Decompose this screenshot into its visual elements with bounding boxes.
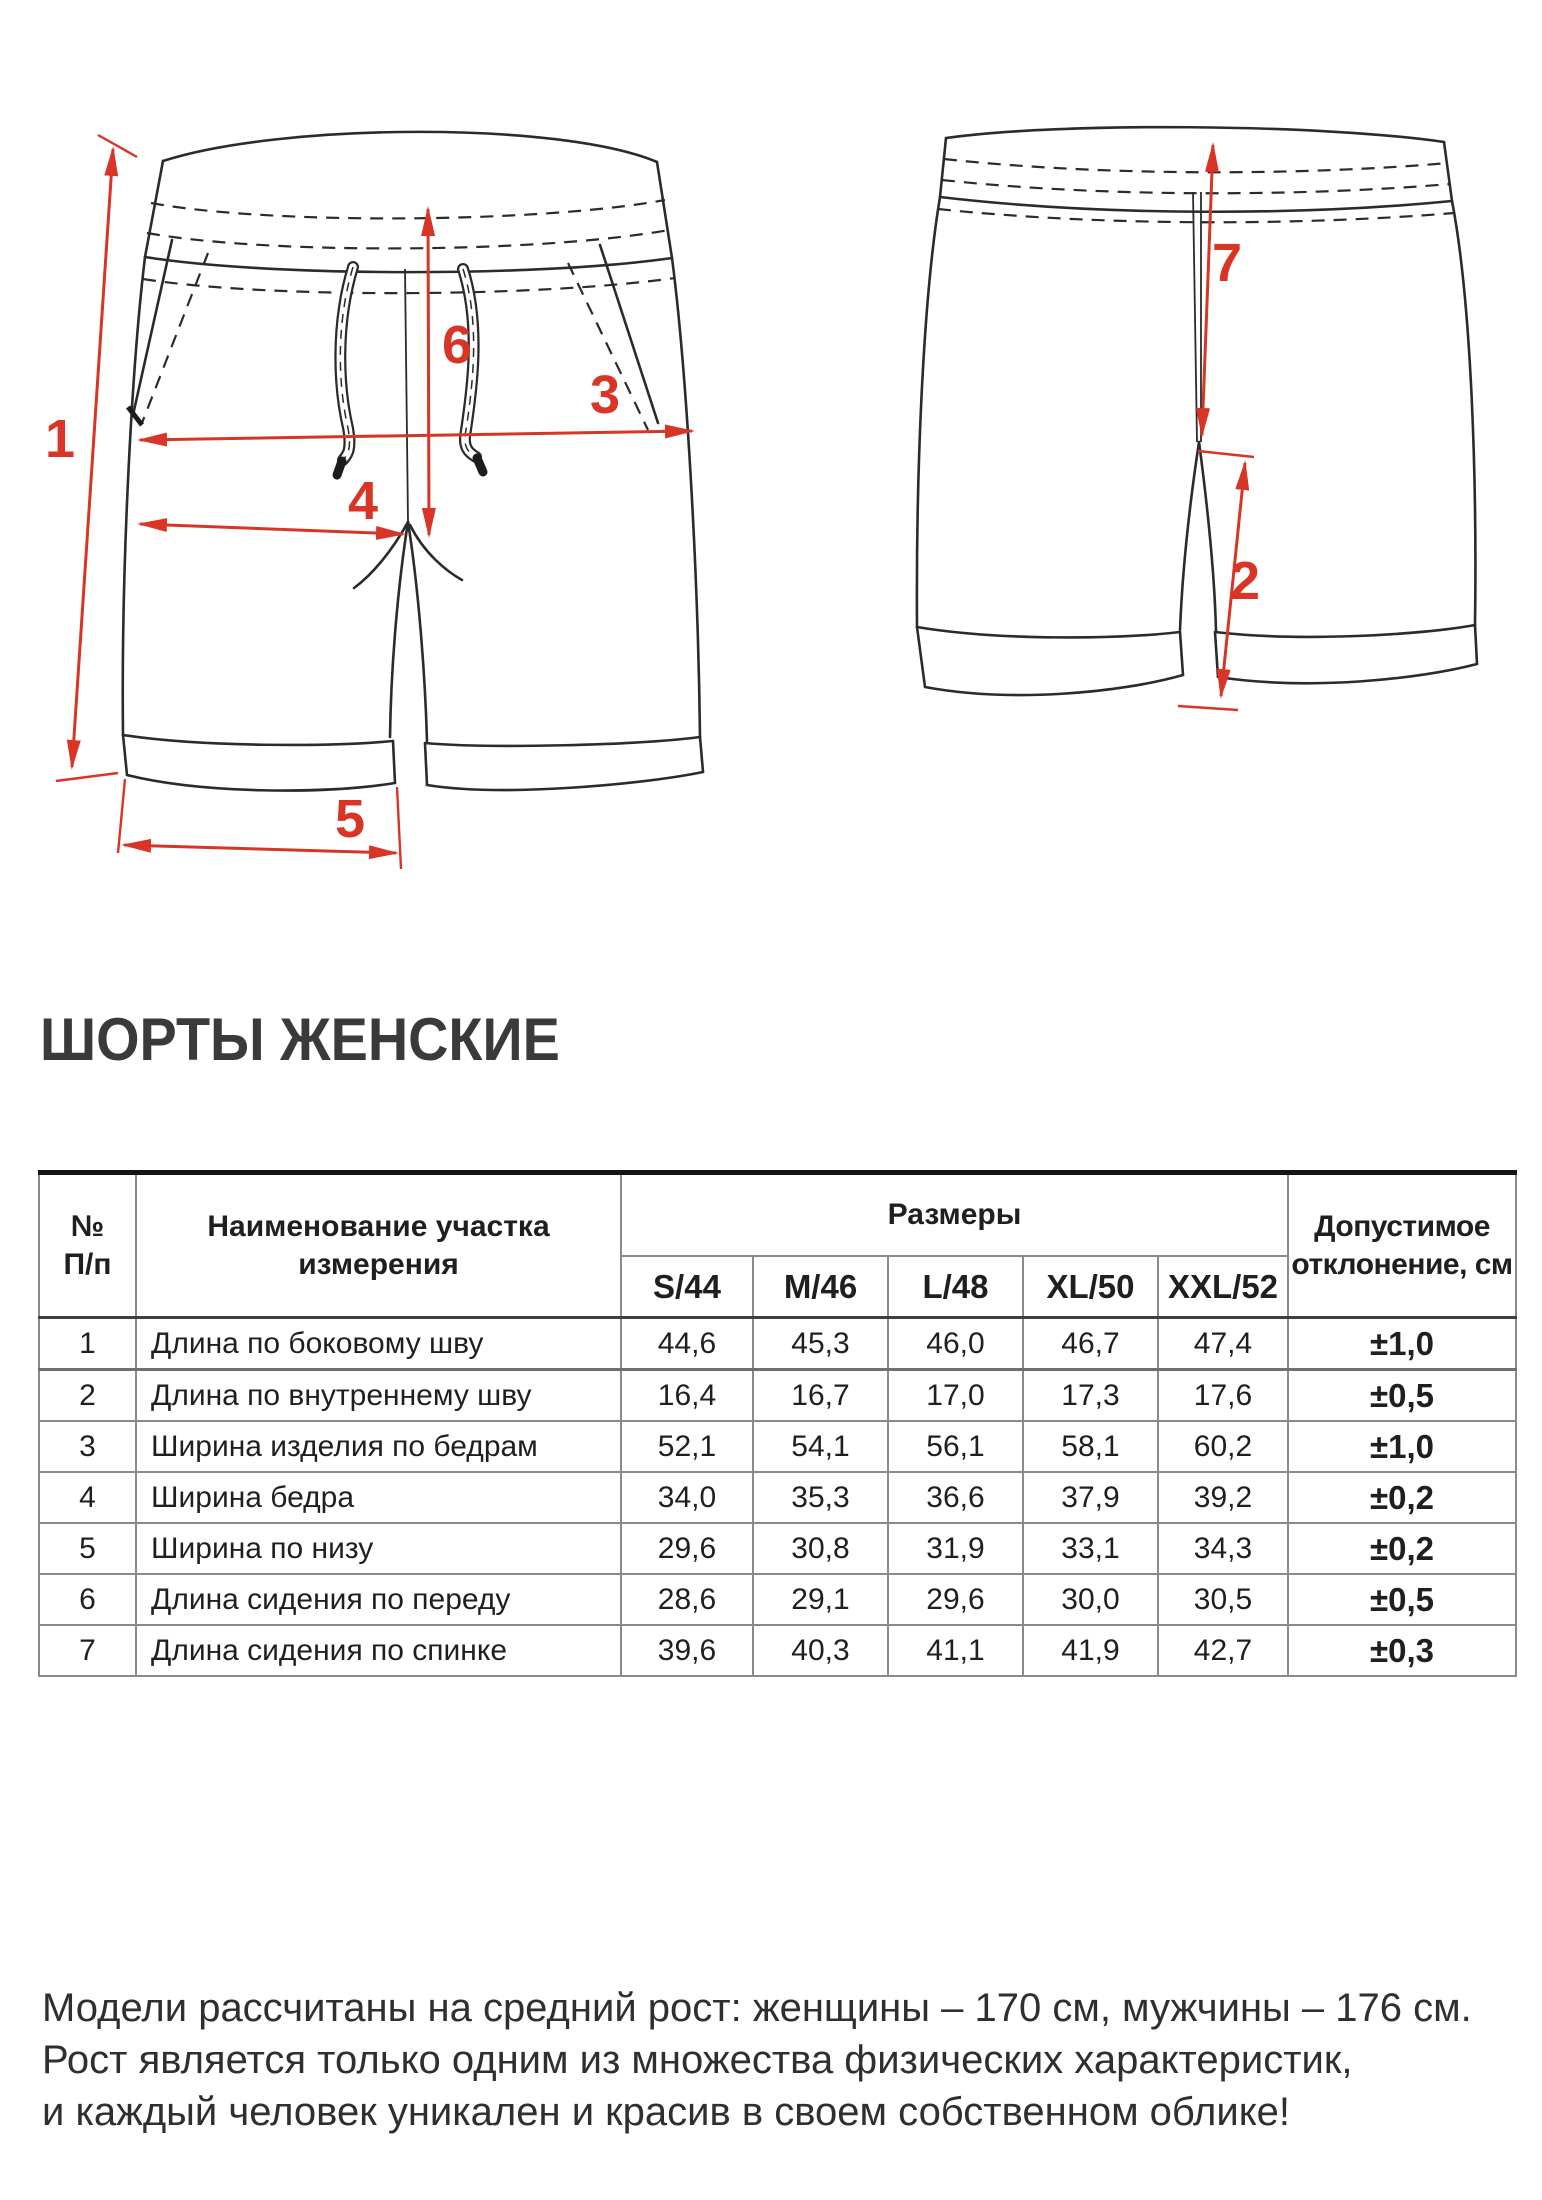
row-tolerance: ±0,2 <box>1288 1472 1516 1523</box>
row-name: Ширина изделия по бедрам <box>136 1421 621 1472</box>
front-right-side-seam <box>672 258 700 737</box>
row-value: 46,0 <box>888 1318 1023 1370</box>
row-value: 34,3 <box>1158 1523 1288 1574</box>
row-value: 42,7 <box>1158 1625 1288 1676</box>
row-value: 37,9 <box>1023 1472 1158 1523</box>
back-left-side-seam <box>917 197 940 627</box>
num-header-line1: № <box>70 1210 105 1243</box>
row-value: 54,1 <box>753 1421 888 1472</box>
back-center-seam <box>1193 192 1197 442</box>
row-value: 58,1 <box>1023 1421 1158 1472</box>
table-header-row <box>39 1173 1516 1257</box>
size-header-xxl52: XXL/52 <box>1158 1256 1288 1318</box>
row-num: 4 <box>39 1472 136 1523</box>
front-left-inseam <box>390 522 408 737</box>
row-tolerance: ±0,5 <box>1288 1574 1516 1625</box>
row-value: 16,4 <box>621 1370 753 1422</box>
front-left-cuff <box>123 735 393 745</box>
front-waistband-stitch-dashed <box>151 200 665 218</box>
row-value: 47,4 <box>1158 1318 1288 1370</box>
measurement-table <box>38 1170 1517 1677</box>
row-tolerance: ±0,5 <box>1288 1370 1516 1422</box>
dim-5-extension-left <box>118 779 125 853</box>
row-tolerance: ±0,2 <box>1288 1523 1516 1574</box>
row-value: 41,9 <box>1023 1625 1158 1676</box>
row-tolerance: ±1,0 <box>1288 1318 1516 1370</box>
row-value: 17,6 <box>1158 1370 1288 1422</box>
row-value: 30,5 <box>1158 1574 1288 1625</box>
table-row <box>39 1370 1516 1422</box>
size-header-xl50: XL/50 <box>1023 1256 1158 1318</box>
row-value: 35,3 <box>753 1472 888 1523</box>
row-num: 7 <box>39 1625 136 1676</box>
size-header-s44: S/44 <box>621 1256 753 1318</box>
footer-line-2: Рост является только одним из множества физических характеристик, <box>42 2038 1353 2082</box>
front-right-cuff <box>425 737 700 746</box>
front-center-seam <box>405 269 408 522</box>
dim-1-tick-bottom <box>56 773 118 781</box>
front-left-side-seam <box>123 257 145 735</box>
front-right-inseam <box>408 522 427 741</box>
dim-1-tick-top <box>98 135 137 157</box>
dim-label-7: 7 <box>1212 233 1243 293</box>
back-left-cuff <box>917 627 1180 637</box>
row-num: 3 <box>39 1421 136 1472</box>
col-header-tolerance <box>1288 1173 1516 1318</box>
dim-2-tick-bottom <box>1178 706 1238 710</box>
back-waistband-stitch-dashed <box>944 159 1448 172</box>
dim-label-4: 4 <box>347 471 379 531</box>
row-name: Длина по внутреннему шву <box>136 1370 621 1422</box>
dim-label-5: 5 <box>334 789 366 849</box>
row-value: 33,1 <box>1023 1523 1158 1574</box>
num-header-line2: П/п <box>63 1247 112 1281</box>
back-waistband-top-edge <box>946 127 1444 142</box>
dim-5-extension-right <box>397 787 401 869</box>
row-value: 39,6 <box>621 1625 753 1676</box>
tolerance-header-line1: Допустимое <box>1314 1210 1490 1243</box>
dim-2-tick-top <box>1198 451 1254 457</box>
dim-arrow-1-side-length <box>72 149 113 767</box>
row-num: 6 <box>39 1574 136 1625</box>
shorts-back-view-drawing <box>880 85 1500 815</box>
table-row <box>39 1625 1516 1676</box>
back-left-inseam <box>1180 442 1199 630</box>
row-name: Ширина бедра <box>136 1472 621 1523</box>
front-waistband-top-edge <box>163 132 657 162</box>
row-value: 30,8 <box>753 1523 888 1574</box>
row-value: 17,0 <box>888 1370 1023 1422</box>
row-value: 46,7 <box>1023 1318 1158 1370</box>
dim-label-3: 3 <box>589 365 621 425</box>
row-num: 2 <box>39 1370 136 1422</box>
row-tolerance: ±1,0 <box>1288 1421 1516 1472</box>
table-row <box>39 1472 1516 1523</box>
row-value: 31,9 <box>888 1523 1023 1574</box>
table-row <box>39 1523 1516 1574</box>
row-value: 36,6 <box>888 1472 1023 1523</box>
row-value: 44,6 <box>621 1318 753 1370</box>
row-value: 39,2 <box>1158 1472 1288 1523</box>
back-right-inseam <box>1199 442 1216 631</box>
table-row <box>39 1421 1516 1472</box>
row-value: 60,2 <box>1158 1421 1288 1472</box>
row-num: 1 <box>39 1318 136 1370</box>
footer-line-3: и каждый человек уникален и красив в своем собственном облике! <box>42 2090 1291 2134</box>
size-header-l48: L/48 <box>888 1256 1023 1318</box>
row-value: 56,1 <box>888 1421 1023 1472</box>
row-value: 29,6 <box>621 1523 753 1574</box>
row-value: 52,1 <box>621 1421 753 1472</box>
size-header-m46: M/46 <box>753 1256 888 1318</box>
row-value: 45,3 <box>753 1318 888 1370</box>
back-right-cuff <box>1215 625 1475 637</box>
row-value: 17,3 <box>1023 1370 1158 1422</box>
shorts-front-view-drawing <box>20 85 720 895</box>
footer-line-1: Модели рассчитаны на средний рост: женщины – 170 см, мужчины – 176 см. <box>42 1986 1472 2030</box>
tolerance-header-line2: отклонение, см <box>1291 1247 1513 1281</box>
row-value: 29,6 <box>888 1574 1023 1625</box>
row-value: 40,3 <box>753 1625 888 1676</box>
back-right-side-seam <box>1452 201 1475 625</box>
dim-label-1: 1 <box>45 409 76 469</box>
row-name: Ширина по низу <box>136 1523 621 1574</box>
row-value: 29,1 <box>753 1574 888 1625</box>
dim-arrow-3-hip-width <box>140 431 692 440</box>
row-value: 28,6 <box>621 1574 753 1625</box>
table-row <box>39 1574 1516 1625</box>
row-value: 16,7 <box>753 1370 888 1422</box>
row-value: 30,0 <box>1023 1574 1158 1625</box>
col-header-name <box>136 1173 621 1318</box>
table-row <box>39 1318 1516 1370</box>
name-header-line2: измерения <box>298 1247 459 1281</box>
row-value: 41,1 <box>888 1625 1023 1676</box>
page-title: ШОРТЫ ЖЕНСКИЕ <box>40 1006 560 1073</box>
row-value: 34,0 <box>621 1472 753 1523</box>
footer-note <box>42 1982 1472 2138</box>
col-header-sizes-group: Размеры <box>621 1173 1288 1257</box>
row-name: Длина сидения по переду <box>136 1574 621 1625</box>
dim-label-2: 2 <box>1230 551 1261 611</box>
row-num: 5 <box>39 1523 136 1574</box>
dim-label-6: 6 <box>442 315 473 375</box>
dim-arrow-6-front-rise <box>428 209 429 535</box>
col-header-num <box>39 1173 136 1318</box>
row-tolerance: ±0,3 <box>1288 1625 1516 1676</box>
name-header-line1: Наименование участка <box>207 1210 550 1243</box>
row-name: Длина сидения по спинке <box>136 1625 621 1676</box>
row-name: Длина по боковому шву <box>136 1318 621 1370</box>
